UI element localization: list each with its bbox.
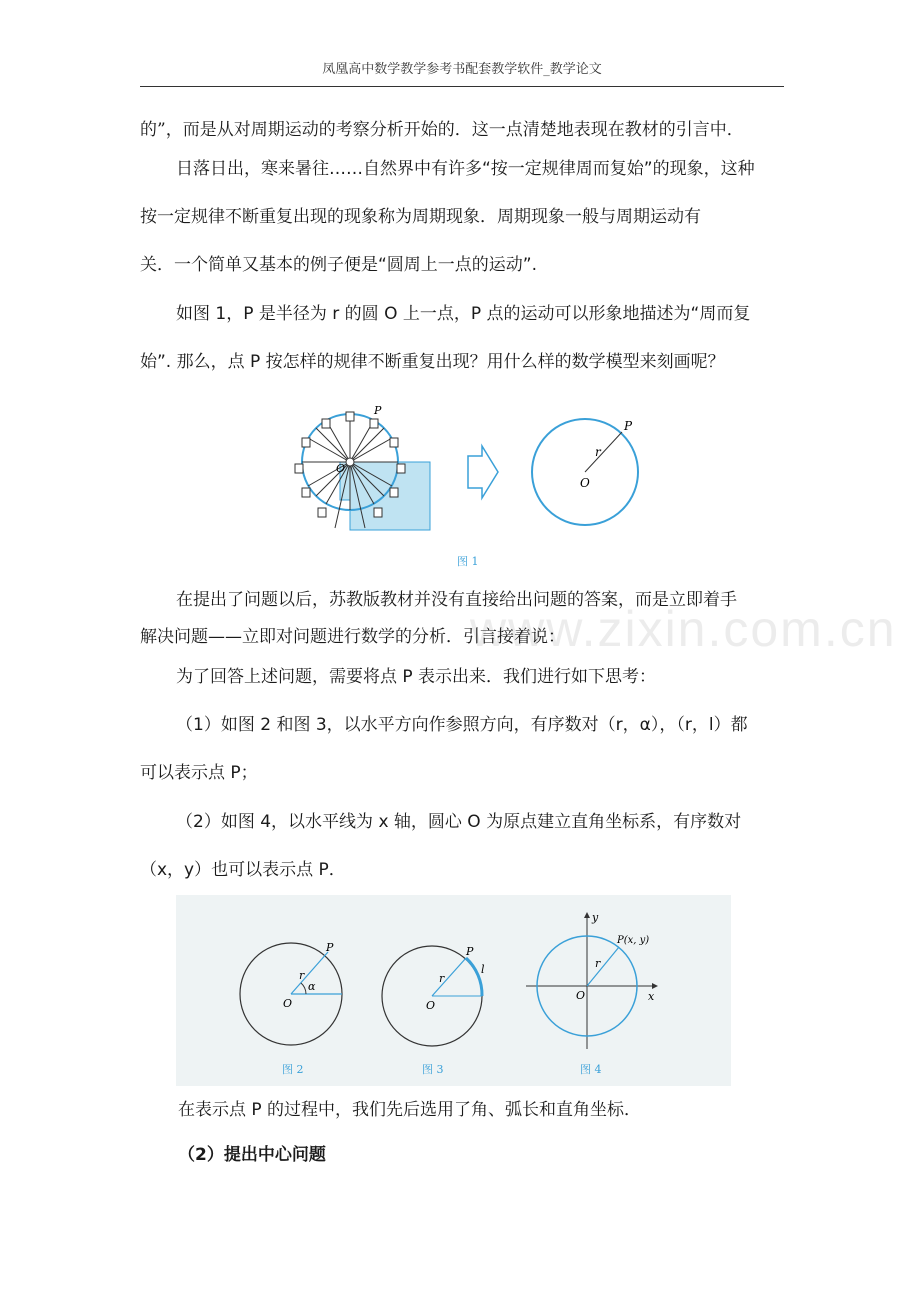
- label-p: P: [326, 941, 334, 954]
- paragraph: 如图 1，P 是半径为 r 的圆 O 上一点，P 点的运动可以形象地描述为“周而复: [176, 304, 751, 324]
- paragraph: 在提出了问题以后，苏教版教材并没有直接给出问题的答案，而是立即着手: [176, 590, 737, 610]
- figure-2-caption: 图 2: [282, 1063, 304, 1076]
- paragraph: （x，y）也可以表示点 P．: [140, 860, 346, 880]
- paragraph: 解决问题——立即对问题进行数学的分析．引言接着说：: [140, 627, 565, 647]
- paragraph: 日落日出，寒来暑往……自然界中有许多“按一定规律周而复始”的现象，这种: [176, 159, 755, 179]
- figures-2-4: [176, 895, 731, 1086]
- paragraph: 可以表示点 P；: [140, 763, 258, 783]
- paragraph: 为了回答上述问题，需要将点 P 表示出来．我们进行如下思考：: [176, 667, 657, 687]
- label-r: r: [595, 445, 601, 459]
- label-p: P: [624, 419, 633, 433]
- label-o: O: [336, 462, 346, 475]
- radius-r: [585, 432, 622, 472]
- paragraph: 始”. 那么，点 P 按怎样的规律不断重复出现？用什么样的数学模型来刻画呢？: [140, 352, 725, 372]
- y-axis-arrow-icon: [584, 912, 590, 918]
- label-l: l: [481, 963, 485, 976]
- paragraph: 在表示点 P 的过程中，我们先后选用了角、弧长和直角坐标．: [178, 1100, 642, 1120]
- ferris-wheel-hub: [346, 458, 354, 466]
- figure-1-caption: 图 1: [457, 555, 479, 568]
- figure-1: [290, 400, 670, 575]
- paragraph: （2）如图 4，以水平线为 x 轴，圆心 O 为原点建立直角坐标系，有序数对: [176, 812, 742, 832]
- label-y: y: [592, 911, 599, 924]
- arc-l: [466, 958, 482, 996]
- figure-3-caption: 图 3: [422, 1063, 444, 1076]
- radius-r: [587, 947, 619, 986]
- label-o: O: [576, 989, 586, 1002]
- page-header: 凤凰高中数学教学参考书配套教学软件_教学论文: [140, 58, 784, 87]
- watermark: www.zixin.com.cn: [470, 601, 897, 657]
- paragraph: 的”，而是从对周期运动的考察分析开始的．这一点清楚地表现在教材的引言中．: [140, 120, 744, 140]
- label-r: r: [299, 969, 305, 982]
- label-p: P: [466, 945, 474, 958]
- label-r: r: [439, 972, 445, 985]
- figure-4-caption: 图 4: [580, 1063, 602, 1076]
- paragraph: 关．一个简单又基本的例子便是“圆周上一点的运动”.: [140, 255, 538, 275]
- label-p: P(x, y): [617, 935, 650, 946]
- paragraph: 按一定规律不断重复出现的现象称为周期现象．周期现象一般与周期运动有: [140, 207, 701, 227]
- arrow-right-icon: [468, 446, 498, 498]
- label-x: x: [648, 990, 655, 1003]
- x-axis-arrow-icon: [652, 983, 658, 989]
- radius-r: [432, 958, 466, 996]
- label-alpha: α: [308, 980, 316, 993]
- section-heading: （2）提出中心问题: [178, 1145, 326, 1165]
- label-o: O: [283, 997, 293, 1010]
- angle-arc: [301, 983, 306, 994]
- label-o: O: [426, 999, 436, 1012]
- paragraph: （1）如图 2 和图 3，以水平方向作参照方向，有序数对（r，α），（r，l）都: [176, 715, 748, 735]
- label-p: P: [374, 404, 382, 417]
- label-o: O: [580, 476, 590, 490]
- label-r: r: [595, 957, 601, 970]
